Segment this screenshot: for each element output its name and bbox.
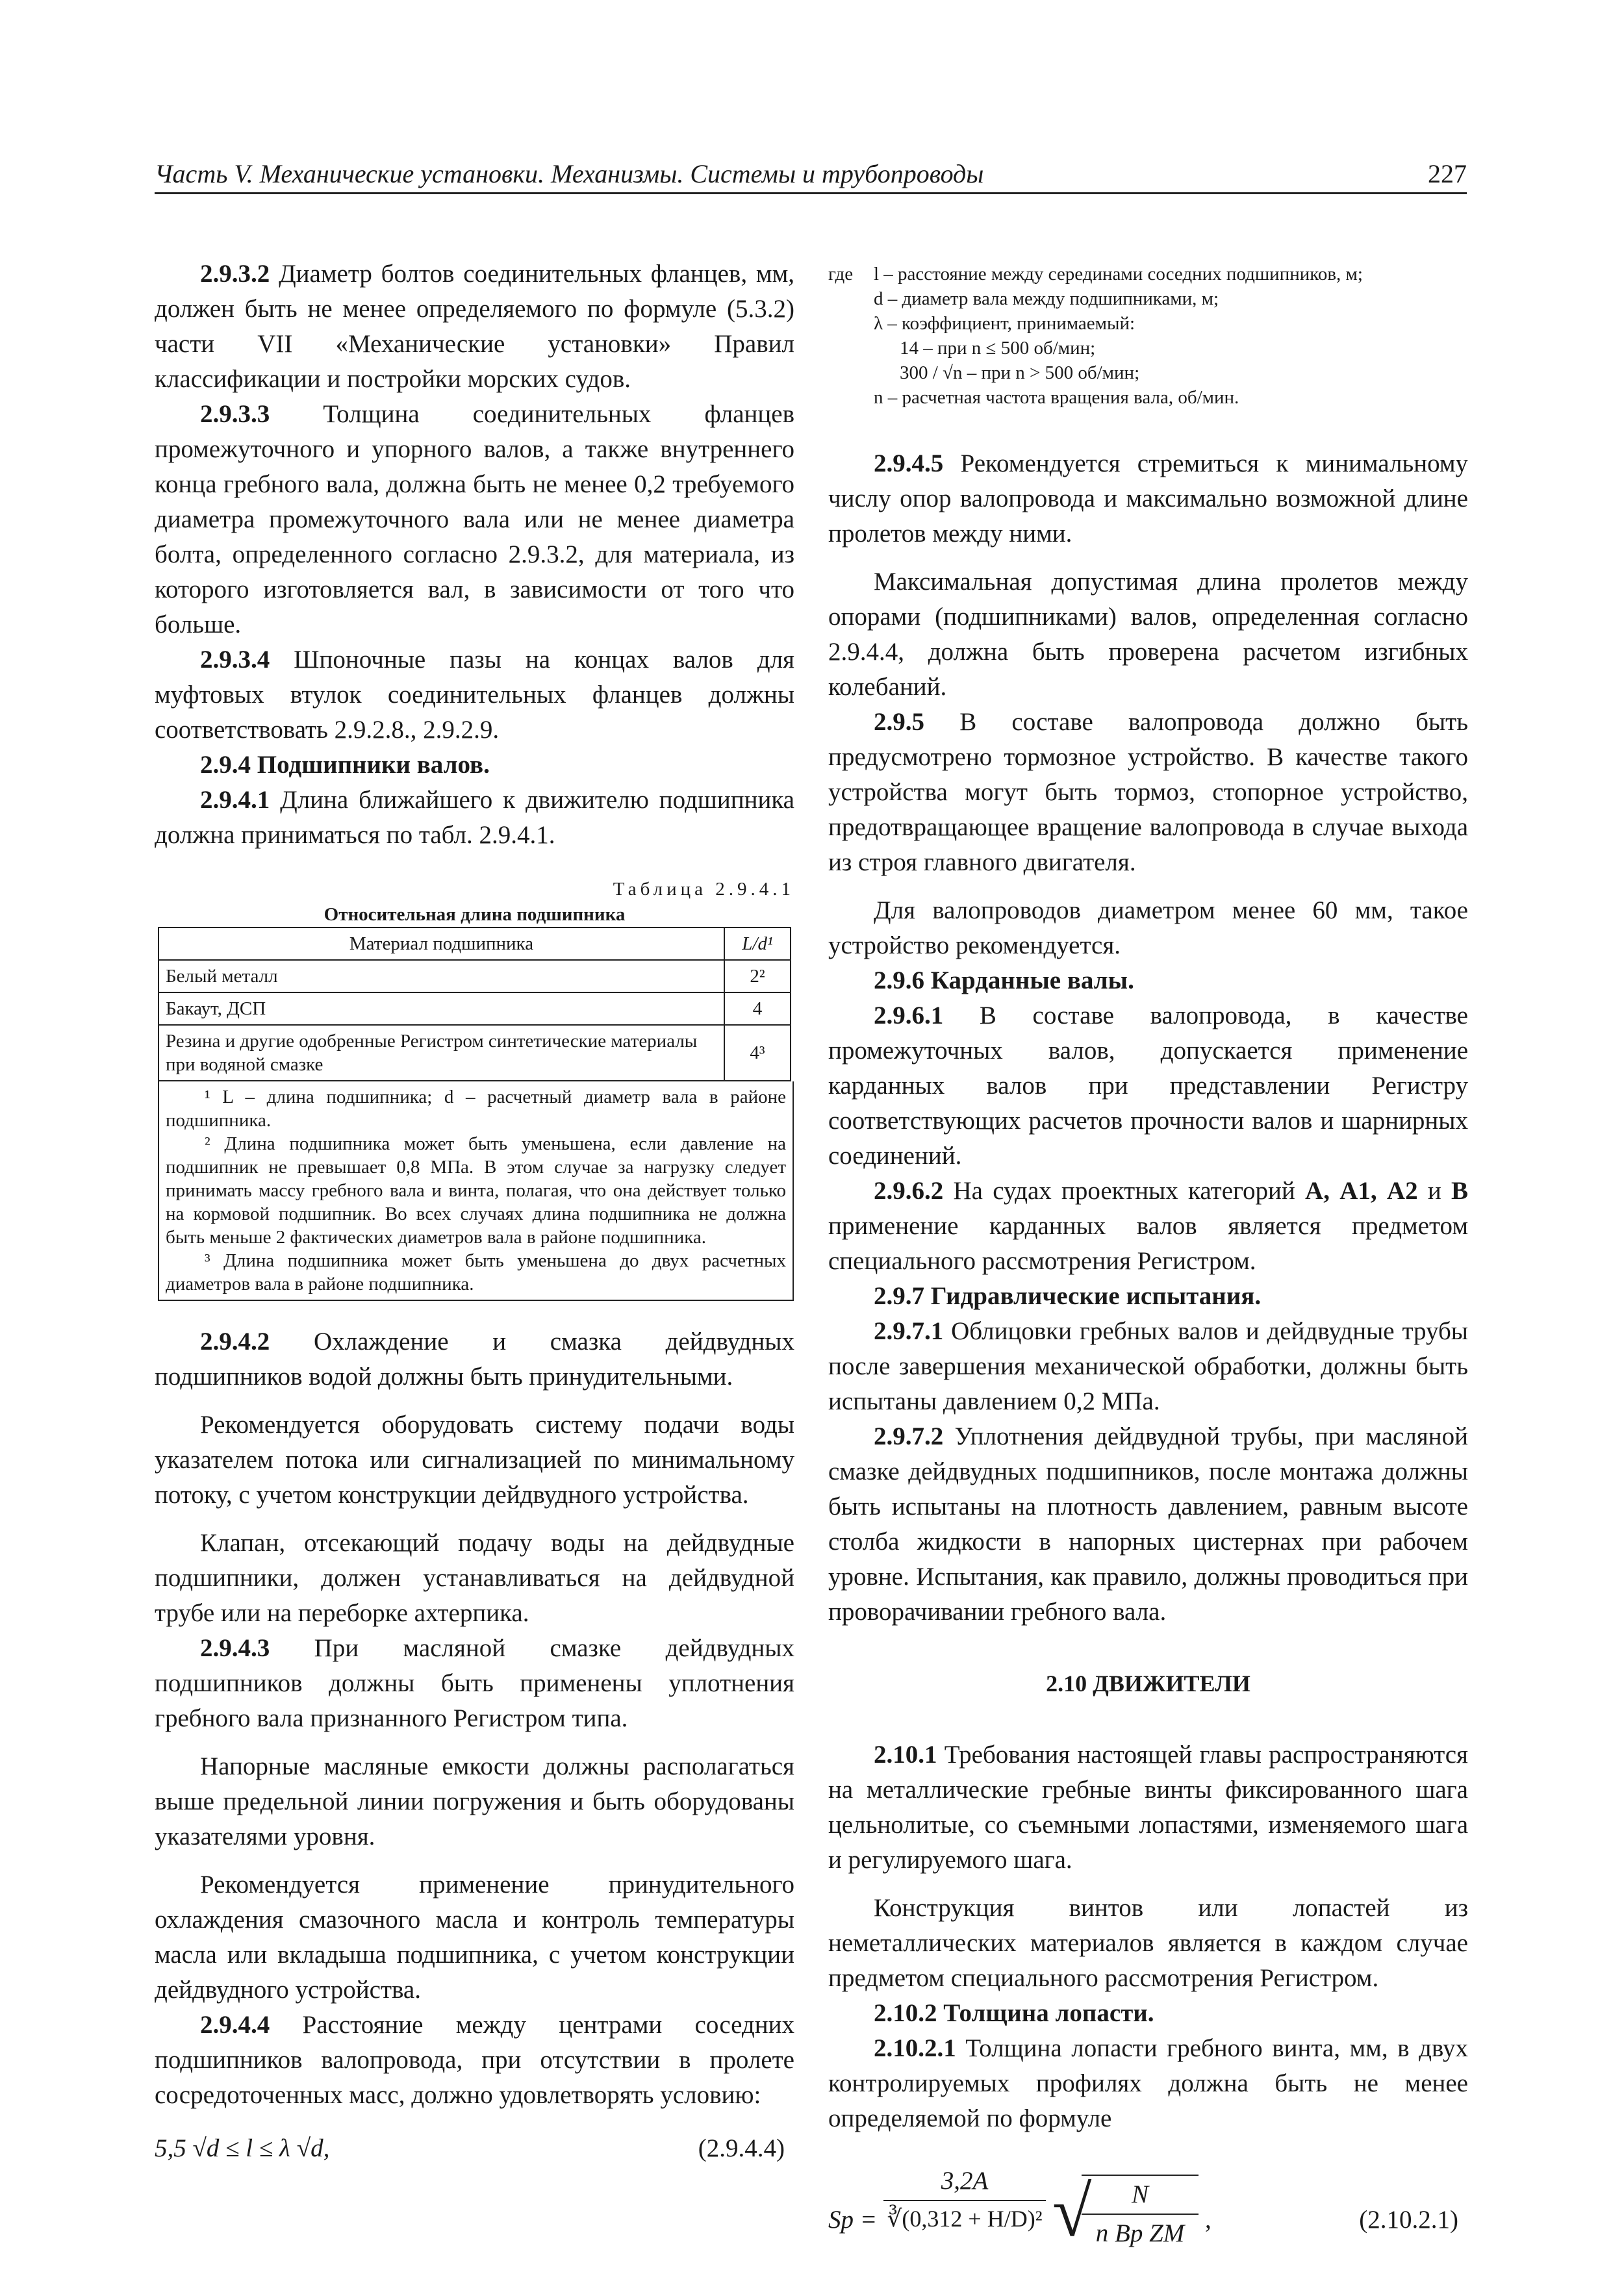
paragraph-oil-tanks: Напорные масляные емкости должны располагаться выше предельной линии погружения и быть оборудованы указателями уровня. <box>155 1752 794 1850</box>
table-title: Относительная длина подшипника <box>323 904 626 925</box>
paragraph-2-9-3-4: 2.9.3.4 Шпоночные пазы на концах валов для муфтовых втулок соединительных фланцев должны соответствовать 2.9.2.8., 2.9.2.9. <box>155 646 794 744</box>
formula-number: (2.10.2.1) <box>1359 2206 1458 2234</box>
cell-material: Бакаут, ДСП <box>159 992 724 1025</box>
cell-value: 4³ <box>724 1025 791 1081</box>
formula-comma: , <box>1205 2206 1211 2234</box>
paragraph-2-9-4-3: 2.9.4.3 При масляной смазке дейдвудных подшипников должны быть применены уплотнения гребного вала признанного Регистром типа. <box>155 1634 794 1732</box>
fraction-numerator: 3,2A <box>941 2167 989 2195</box>
definition-lambda: λ – коэффициент, принимаемый: <box>874 313 1135 334</box>
cell-value: 4 <box>724 992 791 1025</box>
table-number: Таблица 2.9.4.1 <box>613 879 794 900</box>
paragraph-2-10-2-1: 2.10.2.1 Толщина лопасти гребного винта, мм, в двух контролируемых профилях должна быть не менее определяемой по формуле <box>828 2034 1468 2132</box>
formula-expression: 5,5 √d ≤ l ≤ λ √d, <box>155 2134 330 2162</box>
heading-2-10-2: 2.10.2 Толщина лопасти. <box>874 1999 1154 2027</box>
cell-material: Белый металл <box>159 960 724 992</box>
paragraph-max-span: Максимальная допустимая длина пролетов между опорами (подшипниками) валов, определенная согласно 2.9.4.4, должна быть проверена расчетом изгибных колебаний. <box>828 568 1468 701</box>
heading-2-9-4: 2.9.4 Подшипники валов. <box>200 751 490 779</box>
heading-2-9-6: 2.9.6 Карданные валы. <box>874 966 1134 994</box>
paragraph-2-9-4-2: 2.9.4.2 Охлаждение и смазка дейдвудных подшипников водой должны быть принудительными. <box>155 1328 794 1391</box>
table-row <box>159 960 791 992</box>
paragraph-2-9-6-2: 2.9.6.2 На судах проектных категорий А, А1, А2 и В применение карданных валов является предметом специального рассмотрения Регистром. <box>828 1177 1468 1275</box>
formula-2-10-2-1 <box>828 2160 1468 2296</box>
table-footnotes <box>158 1081 794 1301</box>
heading-2-9-7: 2.9.7 Гидравлические испытания. <box>874 1282 1262 1310</box>
paragraph-2-9-7-1: 2.9.7.1 Облицовки гребных валов и дейдвудные трубы после завершения механической обработки, должны быть испытаны давлением 0,2 МПа. <box>828 1317 1468 1415</box>
paragraph-2-9-3-3: 2.9.3.3 Толщина соединительных фланцев промежуточного и упорного валов, а также внутреннего конца гребного вала, должна быть не менее 0,2 требуемого диаметра промежуточного вала или не менее диаметра болта, определенного согласно 2.9.3.2, для материала, из которого изготовляется вал, в зависимости от того что больше. <box>155 400 794 638</box>
paragraph-2-9-4-4: 2.9.4.4 Расстояние между центрами соседних подшипников валопровода, при отсутствии в пролете сосредоточенных масс, должно удовлетворять условию: <box>155 2011 794 2109</box>
paragraph-2-9-4-5: 2.9.4.5 Рекомендуется стремиться к минимальному числу опор валопровода и максимально возможной длине пролетов между ними. <box>828 449 1468 548</box>
where-label: где <box>828 264 854 284</box>
paragraph-2-9-7-2: 2.9.7.2 Уплотнения дейдвудной трубы, при масляной смазке дейдвудных подшипников, после монтажа должны быть испытаны на плотность давлением, равным высоте столба жидкости в напорных цистернах при рабочем уровне. Испытания, как правило, должны проводиться при проворачивании гребного вала. <box>828 1422 1468 1626</box>
radical-sign: √ <box>1052 2172 1092 2251</box>
cell-value: 2² <box>724 960 791 992</box>
definition-lambda-low: 14 – при n ≤ 500 об/мин; <box>900 338 1096 359</box>
paragraph-2-10-1: 2.10.1 Требования настоящей главы распространяются на металлические гребные винты фиксированного шага цельнолитые, со съемными лопастями, изменяемого шага и регулируемого шага. <box>828 1741 1468 1874</box>
running-header <box>155 153 1467 194</box>
paragraph-2-9-6-1: 2.9.6.1 В составе валопровода, в качестве промежуточных валов, допускается применение карданных валов при представлении Регистру соответствующих расчетов прочности валов и шарнирных соединений. <box>828 1002 1468 1170</box>
cell-material: Резина и другие одобренные Регистром синтетические материалы при водяной смазке <box>159 1025 724 1081</box>
definition-d: d – диаметр вала между подшипниками, м; <box>874 288 1219 309</box>
footnote-1: ¹ L – длина подшипника; d – расчетный диаметр вала в районе подшипника. <box>166 1087 786 1131</box>
paragraph-nonmetallic: Конструкция винтов или лопастей из неметаллических материалов является в каждом случае предметом специального рассмотрения Регистром. <box>828 1894 1468 1992</box>
page-number: 227 <box>1428 159 1467 188</box>
header-ratio: L/d¹ <box>724 927 791 960</box>
definition-l: l – расстояние между серединами соседних подшипников, м; <box>874 264 1363 284</box>
formula-fraction <box>883 2166 1046 2232</box>
header-title: Часть V. Механические установки. Механизмы. Системы и трубопроводы <box>155 159 984 188</box>
formula-2-9-4-4 <box>155 2126 794 2178</box>
section-title: 2.10 ДВИЖИТЕЛИ <box>1046 1671 1250 1697</box>
fraction-denominator: ∛(0,312 + H/D)² <box>887 2206 1043 2232</box>
table-row <box>159 1025 791 1081</box>
paragraph-2-9-5: 2.9.5 В составе валопровода должно быть предусмотрено тормозное устройство. В качестве такого устройства могут быть тормоз, стопорное устройство, предотвращающее вращение валопровода в случае выхода из строя главного двигателя. <box>828 708 1468 876</box>
footnote-2: ² Длина подшипника может быть уменьшена, если давление на подшипник не превышает 0,8 МПа. В этом случае за нагрузку следует принимать массу гребного вала и винта, полагая, что она действует только на кормовой подшипник. Во всех случаях длина подшипника не должна быть меньше 2 фактических диаметров вала в районе подшипника. <box>166 1133 786 1248</box>
paragraph-valve: Клапан, отсекающий подачу воды на дейдвудные подшипники, должен устанавливаться на дейдвудной трубе или на переборке ахтерпика. <box>155 1529 794 1627</box>
right-column <box>828 263 1468 2296</box>
left-column <box>155 257 794 2178</box>
paragraph-water-supply: Рекомендуется оборудовать систему подачи воды указателем потока или сигнализацией по минимальному потоку, с учетом конструкции дейдвудного устройства. <box>155 1411 794 1509</box>
definition-n: n – расчетная частота вращения вала, об/мин. <box>874 387 1239 408</box>
table-row <box>159 992 791 1025</box>
root-denominator: n Bp ZM <box>1095 2219 1185 2247</box>
table-header-row <box>159 927 791 960</box>
paragraph-2-9-3-2: 2.9.3.2 Диаметр болтов соединительных фланцев, мм, должен быть не менее определяемого по формуле (5.3.2) части VII «Механические установки» Правил классификации и постройки морских судов. <box>155 260 794 393</box>
bearing-length-table <box>158 927 791 1081</box>
header-material: Материал подшипника <box>159 927 724 960</box>
formula-lhs: Sp = <box>828 2206 878 2234</box>
formula-number: (2.9.4.4) <box>698 2134 785 2162</box>
footnote-3: ³ Длина подшипника может быть уменьшена до двух расчетных диаметров вала в районе подшипника. <box>166 1250 786 1294</box>
variable-definitions <box>828 262 1468 410</box>
paragraph-oil-cooling: Рекомендуется применение принудительного охлаждения смазочного масла и контроль температуры масла или вкладыша подшипника, с учетом конструкции дейдвудного устройства. <box>155 1871 794 2004</box>
definition-lambda-high: 300 / √n – при n > 500 об/мин; <box>900 362 1140 383</box>
paragraph-2-9-4-1: 2.9.4.1 Длина ближайшего к движителю подшипника должна приниматься по табл. 2.9.4.1. <box>155 786 794 849</box>
root-numerator: N <box>1131 2180 1148 2208</box>
paragraph-small-shafts: Для валопроводов диаметром менее 60 мм, такое устройство рекомендуется. <box>828 896 1468 959</box>
